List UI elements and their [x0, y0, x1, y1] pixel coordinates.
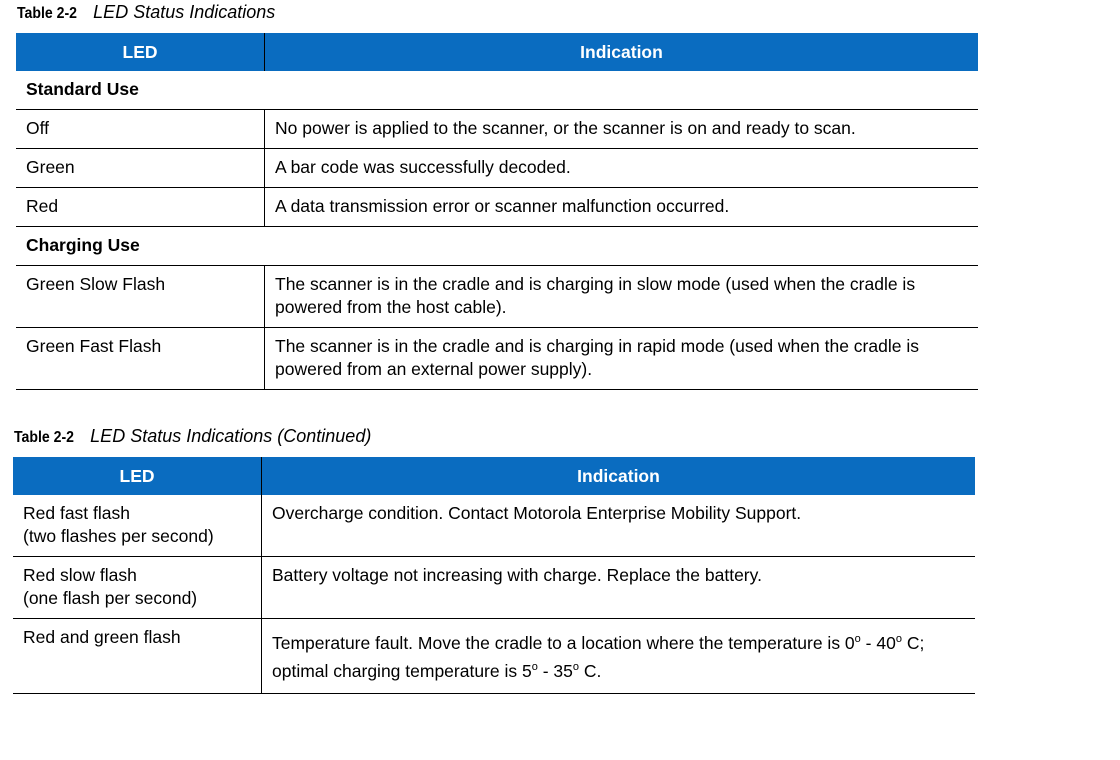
table-row: [16, 188, 978, 227]
led-line: (two flashes per second): [23, 526, 214, 546]
table-caption: [17, 2, 275, 23]
section-charging-use: Charging Use: [16, 227, 978, 266]
led-status-table: [16, 33, 978, 390]
table-row: [16, 266, 978, 328]
table-number: Table 2-2: [14, 429, 74, 446]
indication-cell: Temperature fault. Move the cradle to a location where the temperature is 0$^o$ - 40$^o$ C; optimal charging temperature is 5$^o$ - 35$^o$ C.: [262, 619, 976, 694]
header-row: [13, 457, 975, 495]
header-indication: Indication: [265, 33, 979, 71]
table-row: [16, 328, 978, 390]
indication-line: powered from an external power supply).: [275, 359, 593, 379]
table-caption-continued: [14, 426, 371, 447]
led-cell: Green Fast Flash: [16, 328, 265, 390]
indication-cell: Overcharge condition. Contact Motorola Enterprise Mobility Support.: [262, 495, 976, 557]
header-row: [16, 33, 978, 71]
led-cell: [13, 495, 262, 557]
section-standard-use: Standard Use: [16, 71, 978, 110]
indication-line: The scanner is in the cradle and is charging in rapid mode (used when the cradle is: [275, 336, 919, 356]
led-cell: Off: [16, 110, 265, 149]
indication-cell: [265, 266, 979, 328]
led-line: Red fast flash: [23, 503, 130, 523]
led-line: Red slow flash: [23, 565, 137, 585]
indication-cell: [265, 328, 979, 390]
led-cell: [13, 557, 262, 619]
indication-line: powered from the host cable).: [275, 297, 507, 317]
indication-line: The scanner is in the cradle and is charging in slow mode (used when the cradle is: [275, 274, 916, 294]
table-row: [16, 110, 978, 149]
header-led: LED: [16, 33, 265, 71]
table-row: [16, 149, 978, 188]
table-row: [13, 495, 975, 557]
led-status-table-continued: [13, 457, 975, 694]
indication-cell: No power is applied to the scanner, or the scanner is on and ready to scan.: [265, 110, 979, 149]
section-row: [16, 71, 978, 110]
header-led: LED: [13, 457, 262, 495]
table-row: [13, 619, 975, 694]
table-title: LED Status Indications (Continued): [90, 426, 372, 446]
indication-cell: A bar code was successfully decoded.: [265, 149, 979, 188]
led-cell: Red: [16, 188, 265, 227]
led-line: (one flash per second): [23, 588, 198, 608]
table-number: Table 2-2: [17, 5, 77, 22]
indication-cell: A data transmission error or scanner malfunction occurred.: [265, 188, 979, 227]
led-cell: Red and green flash: [13, 619, 262, 694]
section-row: [16, 227, 978, 266]
table-row: [13, 557, 975, 619]
led-cell: Green: [16, 149, 265, 188]
indication-cell: Battery voltage not increasing with charge. Replace the battery.: [262, 557, 976, 619]
table-title: LED Status Indications: [93, 2, 276, 22]
header-indication: Indication: [262, 457, 976, 495]
led-cell: Green Slow Flash: [16, 266, 265, 328]
